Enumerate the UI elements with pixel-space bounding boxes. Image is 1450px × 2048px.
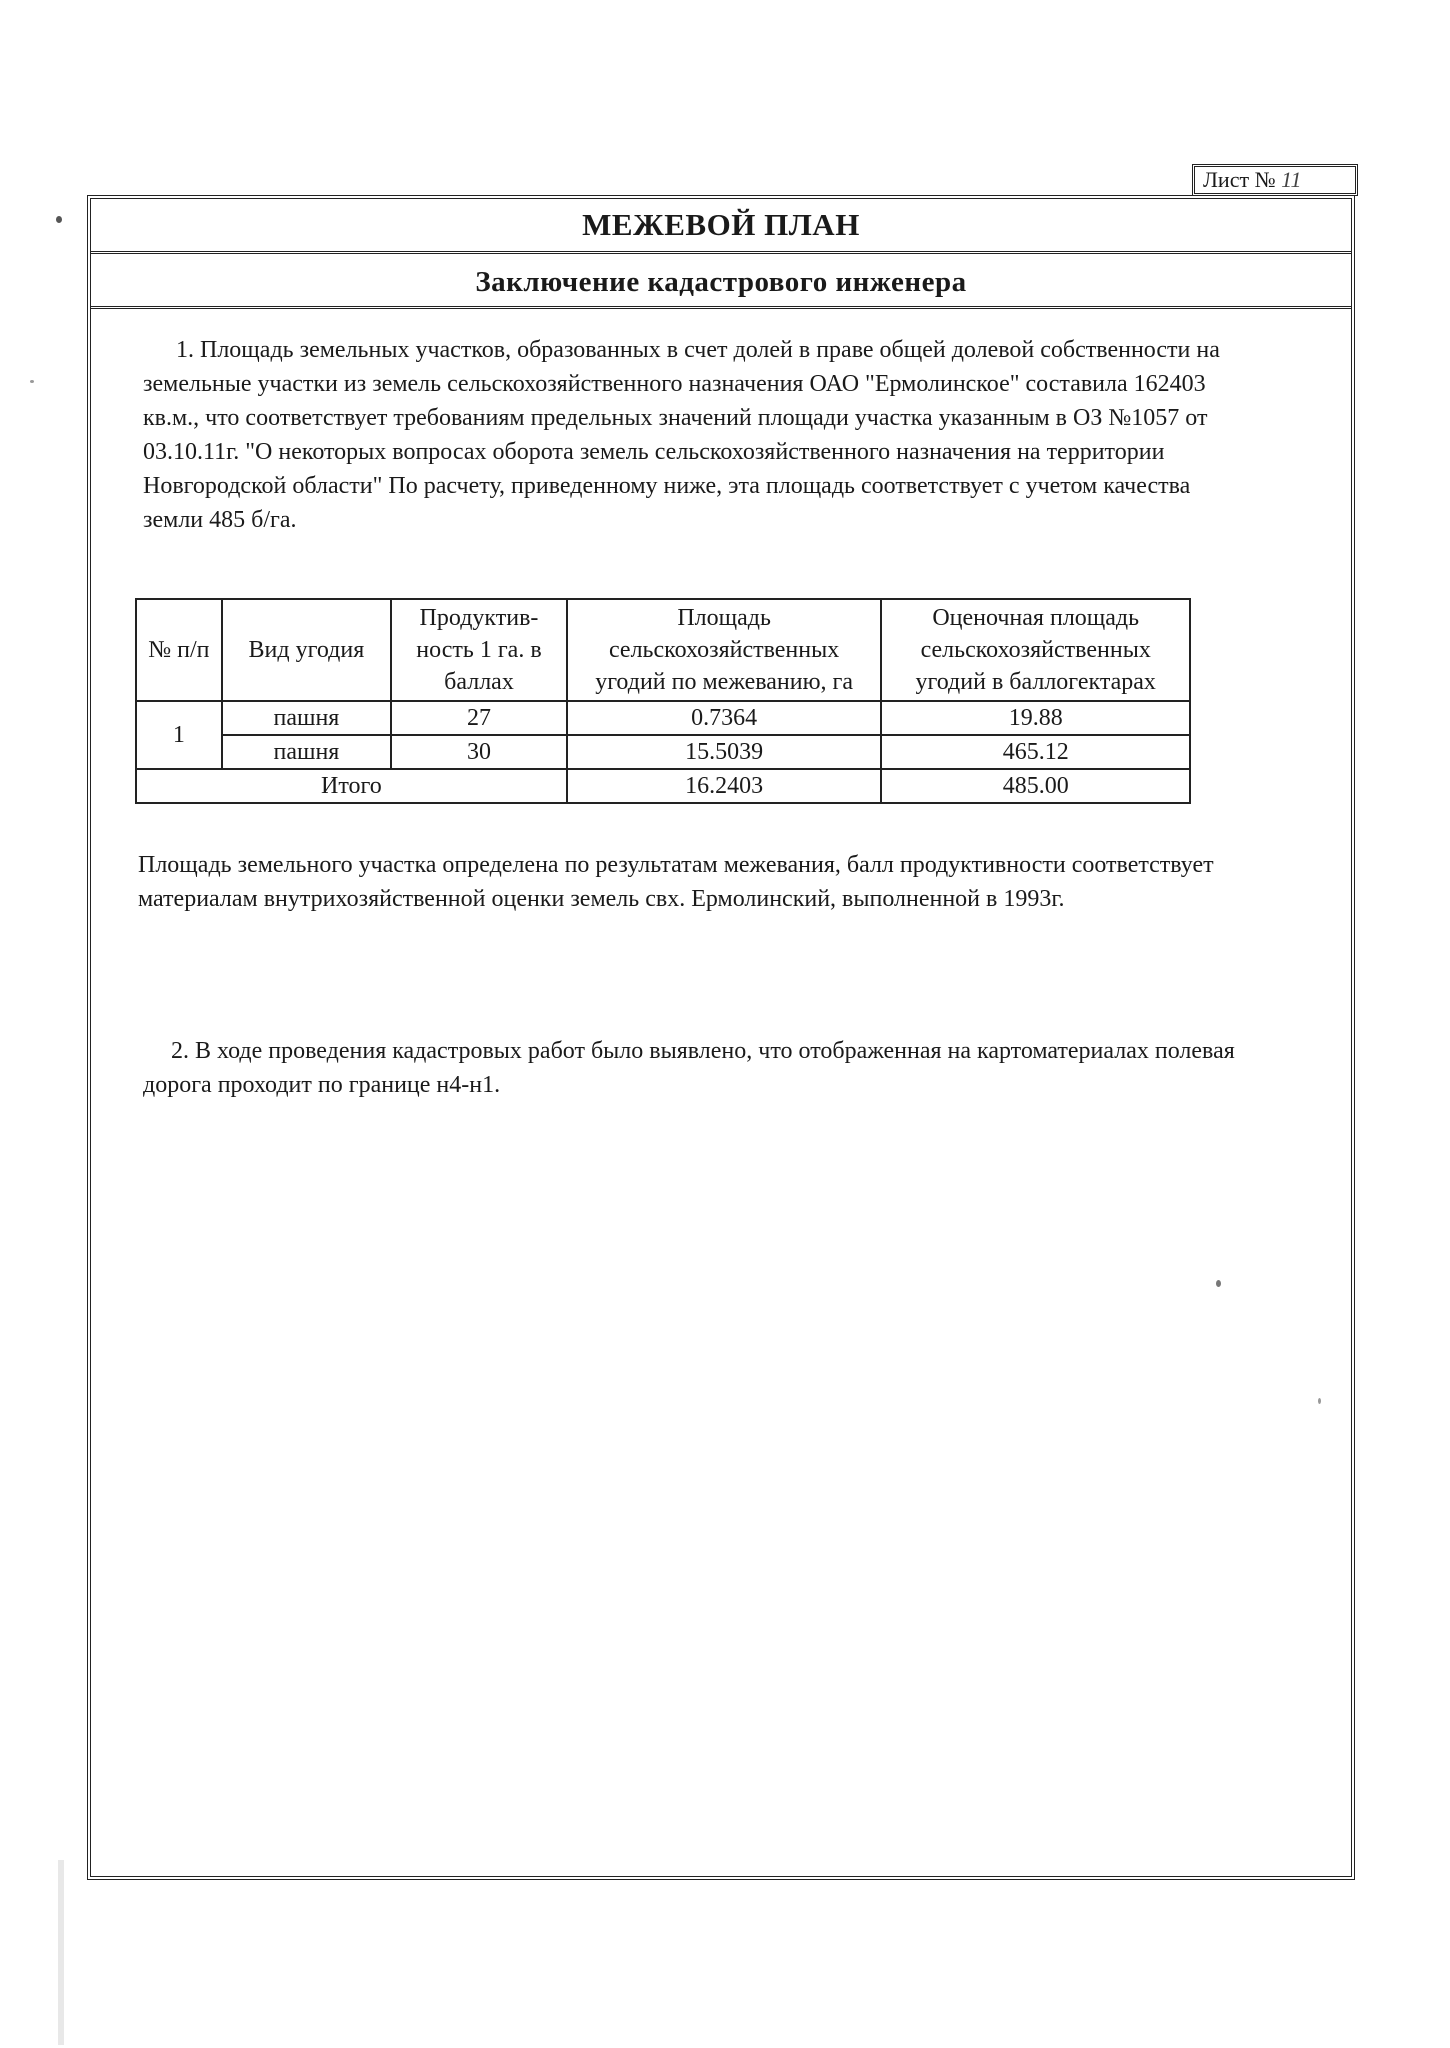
scan-speck xyxy=(1216,1280,1221,1287)
scan-edge-shadow xyxy=(58,1860,64,2045)
cell-score-area: 19.88 xyxy=(881,701,1190,735)
document-title: МЕЖЕВОЙ ПЛАН xyxy=(91,199,1351,254)
document-subtitle: Заключение кадастрового инженера xyxy=(91,254,1351,309)
scan-speck xyxy=(30,380,34,383)
sheet-number-box xyxy=(1192,164,1358,196)
table-row xyxy=(136,701,1190,735)
cell-productivity: 30 xyxy=(391,735,567,769)
cell-productivity: 27 xyxy=(391,701,567,735)
conclusion-paragraph-3: 2. В ходе проведения кадастровых работ было выявлено, что отображенная на картоматериалах полевая дорога проходит по границе н4-н1. xyxy=(143,1038,1235,1098)
table-row xyxy=(136,735,1190,769)
scan-speck xyxy=(56,216,62,223)
cell-num: 1 xyxy=(136,701,222,769)
header-score-area: Оценочная площадь сельскохозяйственных угодий в баллогектарах xyxy=(881,599,1190,701)
header-land-type: Вид угодия xyxy=(222,599,391,701)
land-area-table xyxy=(135,598,1191,804)
cell-land-type: пашня xyxy=(222,701,391,735)
cell-area: 0.7364 xyxy=(567,701,882,735)
table-total-row xyxy=(136,769,1190,803)
header-productivity: Продуктив-ность 1 га. в баллах xyxy=(391,599,567,701)
scan-speck xyxy=(1318,1398,1321,1404)
sheet-number: 11 xyxy=(1281,167,1302,192)
cell-land-type: пашня xyxy=(222,735,391,769)
total-label: Итого xyxy=(136,769,567,803)
header-num: № п/п xyxy=(136,599,222,701)
cell-score-area: 465.12 xyxy=(881,735,1190,769)
conclusion-paragraph-2: Площадь земельного участка определена по результатам межевания, балл продуктивности соответствует материалам внутрихозяйственной оценки земель свх. Ермолинский, выполненной в 1993г. xyxy=(138,852,1214,912)
sheet-label: Лист № xyxy=(1203,167,1276,192)
total-area: 16.2403 xyxy=(567,769,882,803)
total-score-area: 485.00 xyxy=(881,769,1190,803)
conclusion-paragraph-1: 1. Площадь земельных участков, образованных в счет долей в праве общей долевой собственности на земельные участки из земель сельскохозяйственного назначения ОАО "Ермолинское" составила 162403 кв.м., что соответствует требованиям предельных значений площади участка указанным в ОЗ №1057 от 03.10.11г. "О некоторых вопросах оборота земель сельскохозяйственного назначения на территории Новгородской области" По расчету, приведенному ниже, эта площадь соответствует с учетом качества земли 485 б/га. xyxy=(143,337,1220,533)
table-header-row xyxy=(136,599,1190,701)
cell-area: 15.5039 xyxy=(567,735,882,769)
header-area: Площадь сельскохозяйственных угодий по межеванию, га xyxy=(567,599,882,701)
